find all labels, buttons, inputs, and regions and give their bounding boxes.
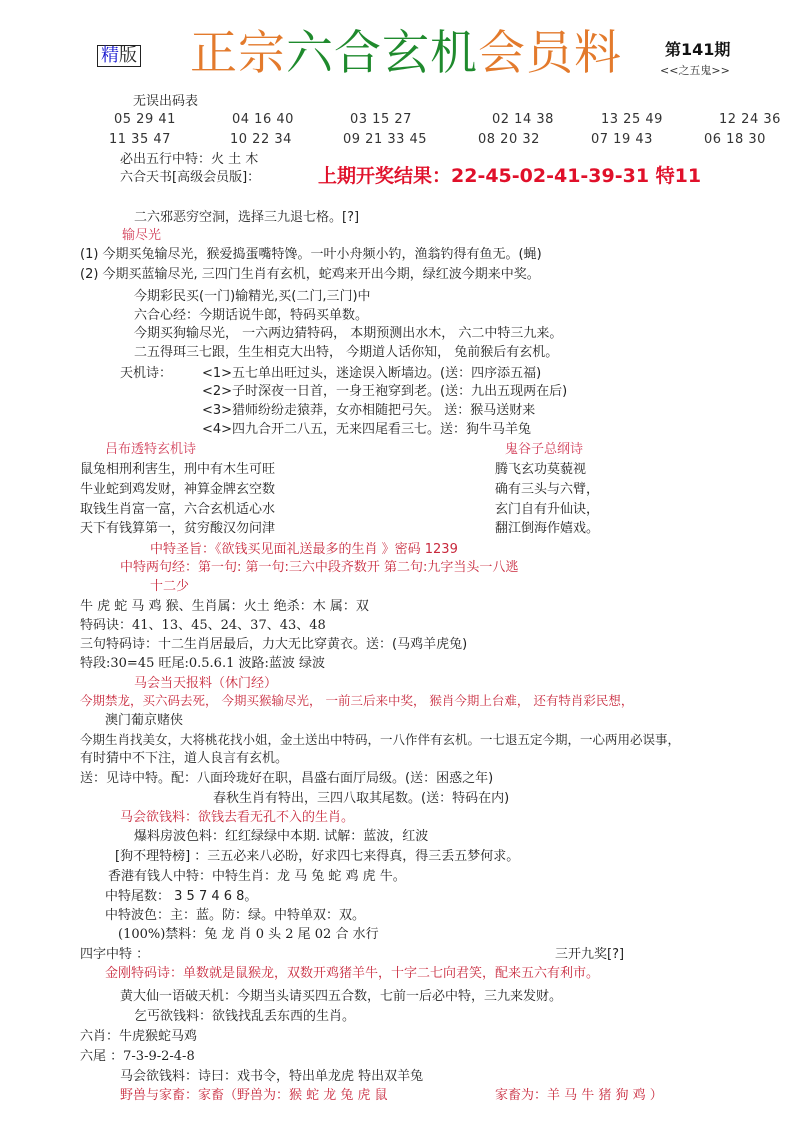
lvbu-3: 取钱生肖富一富，六合玄机适心水 <box>80 502 276 517</box>
goushu-line: 今期买狗输尽光， 一六两边猜特码， 本期预测出水木， 六二中特三九来。 <box>134 326 563 341</box>
num-r2-c5: 07 19 43 <box>591 132 653 147</box>
lvbu-4: 天下有钱算第一，贫穷酸汉勿问津 <box>80 521 276 536</box>
huangdaxian-line: 黄大仙一语破天机：今期当头请买四五合数，七前一后必中特，三九来发财。 <box>120 989 563 1004</box>
liuxiao-line: 六肖：牛虎猴蛇马鸡 <box>80 1029 198 1044</box>
issue-number: 第141期 <box>665 40 731 59</box>
num-r1-c6: 12 24 36 <box>719 112 781 127</box>
sanju-line: 三句特码诗：十二生肖居最后，力大无比穿黄衣。送：(马鸡羊虎兔) <box>80 637 468 652</box>
jingang-line: 金刚特码诗：单数就是鼠猴龙，双数开鸡猪羊牛，十字二七向君笑，配来五六有利市。 <box>105 966 600 981</box>
title-char-1: 正 <box>190 26 238 81</box>
item-1: (1) 今期买兔输尽光，猴爱捣蛋嘴特馋。一叶小舟频小钓，渔翁钓得有鱼无。(蝇) <box>80 247 542 262</box>
tianji-label: 天机诗： <box>120 366 173 381</box>
page-title <box>190 26 622 81</box>
jiachu-line: 家畜为：羊 马 牛 猪 狗 鸡 ） <box>495 1088 663 1103</box>
liuwei-line: 六尾 ：7-3-9-2-4-8 <box>80 1049 195 1064</box>
title-char-6: 机 <box>430 26 478 81</box>
item-2: (2) 今期买蓝输尽光, 三四门生肖有玄机，蛇鸡来开出今期，绿红波今期来中奖。 <box>80 267 540 282</box>
num-r2-c4: 08 20 32 <box>478 132 540 147</box>
num-r2-c2: 10 22 34 <box>230 132 292 147</box>
number-table-label: 无误出码表 <box>133 94 199 109</box>
guigu-4: 翻江倒海作嬉戏。 <box>495 521 600 536</box>
mahui-qian-line: 马会欲钱料：欲钱去看无孔不入的生肖。 <box>120 810 355 825</box>
mahui-title: 马会当天报料（休门经） <box>134 676 278 691</box>
tianji-4: <4>四九合开二八五，无来四尾看三七。送：狗牛马羊兔 <box>202 422 532 437</box>
lvbu-2: 牛业蛇到鸡发财，神算金牌玄空数 <box>80 482 276 497</box>
goubuli-line: [狗不理特榜] ：三五必来八必盼，好求四七来得真，得三丢五梦何求。 <box>115 849 520 864</box>
song-line-2: 春秋生肖有特出，三四八取其尾数。(送：特码在内) <box>213 791 510 806</box>
num-r2-c3: 09 21 33 45 <box>343 132 428 147</box>
qigai-line: 乞丐欲钱料：欲钱找乱丢东西的生肖。 <box>134 1009 356 1024</box>
num-r1-c3: 03 15 27 <box>350 112 412 127</box>
weishu-line: 中特尾数： 3 5 7 4 6 8。 <box>105 889 258 904</box>
mahui-line: 今期禁龙，买六码去死， 今期买猴输尽光， 一前三后来中奖， 猴肖今期上台难， 还有特肖彩民想， <box>80 693 634 708</box>
title-char-4: 合 <box>334 26 382 81</box>
mahui-shi-line: 马会欲钱料：诗曰：戏书令，特出单龙虎 特出双羊兔 <box>120 1069 424 1084</box>
shengzhi-line: 中特圣旨：《欲钱买见面礼送最多的生肖 》密码 1239 <box>150 542 458 557</box>
num-r2-c1: 11 35 47 <box>109 132 171 147</box>
edition-badge <box>97 45 141 67</box>
liangju-line: 中特两句经：第一句: 第一句:三六中段齐数开 第二句:九字当头一八逃 <box>120 560 519 575</box>
yeshou-line: 野兽与家畜：家畜（野兽为：猴 蛇 龙 兔 虎 鼠 <box>120 1088 388 1103</box>
song-line-1: 送：见诗中特。配：八面玲珑好在职，昌盛右面厅局级。(送：困惑之年) <box>80 771 494 786</box>
guigu-3: 玄门自有升仙诀， <box>495 502 600 517</box>
title-char-3: 六 <box>286 26 334 81</box>
num-r1-c4: 02 14 38 <box>492 112 554 127</box>
xinjing-line: 六合心经：今期话说牛郎，特码买单数。 <box>134 308 369 323</box>
aomen-line: 澳门葡京赌侠 <box>105 713 184 728</box>
guigu-1: 腾飞玄功莫藐视 <box>495 462 587 477</box>
sankai-line: 三开九奖[?] <box>555 947 625 962</box>
sizi-label: 四字中特 ： <box>80 947 150 962</box>
teduan-line: 特段:30=45 旺尾:0.5.6.1 波路:蓝波 绿波 <box>80 656 325 671</box>
bose-line: 中特波色：主：蓝。防：绿。中特单双：双。 <box>105 908 366 923</box>
caimin-line: 今期彩民买(一门)输精光,买(二门,三门)中 <box>134 289 371 304</box>
hongkong-line: 香港有钱人中特：中特生肖：龙 马 兔 蛇 鸡 虎 牛。 <box>108 869 406 884</box>
temajue-line: 特码诀：41、13、45、24、37、43、48 <box>80 618 326 633</box>
shier-line: 十二少 <box>150 579 190 594</box>
guigu-2: 确有三头与六臂， <box>495 482 600 497</box>
title-char-5: 玄 <box>382 26 430 81</box>
last-draw-result: 上期开奖结果：22-45-02-41-39-31 特11 <box>318 165 702 187</box>
num-r1-c1: 05 29 41 <box>114 112 176 127</box>
lvbu-1: 鼠兔相刑利害生，刑中有木生可旺 <box>80 462 276 477</box>
issue-subtitle: <<之五鬼>> <box>660 64 730 77</box>
guigu-title: 鬼谷子总纲诗 <box>505 442 584 457</box>
tianji-3: <3>猎师纷纷走猿莽，女亦相随把弓矢。 送：猴马送财来 <box>202 403 536 418</box>
shengxiao-line: 牛 虎 蛇 马 鸡 猴、生肖属：火土 绝杀：木 属：双 <box>80 599 369 614</box>
wuxing-line: 必出五行中特：火 土 木 <box>120 152 259 167</box>
beauty-line-1: 今期生肖找美女，大将桃花找小姐，金土送出中特码，一八作伴有玄机。一七退五定今期，一心两用必误事， <box>80 732 681 747</box>
title-char-2: 宗 <box>238 26 286 81</box>
badge-char-1: 精 <box>101 45 119 66</box>
num-r2-c6: 06 18 30 <box>704 132 766 147</box>
section-shujinguang: 输尽光 <box>122 228 162 243</box>
lvbu-title: 吕布透特玄机诗 <box>105 442 197 457</box>
tianji-1: <1>五七单出旺过头，迷途误入断墙边。(送：四序添五福) <box>202 366 542 381</box>
title-char-9: 料 <box>574 26 622 81</box>
title-char-7: 会 <box>478 26 526 81</box>
baoliao-line: 爆料房波色料：红红绿绿中本期. 试解：蓝波，红波 <box>134 829 429 844</box>
jinliao-line: (100%)禁料：兔 龙 肖 0 头 2 尾 02 合 水行 <box>118 927 379 942</box>
title-char-8: 员 <box>526 26 574 81</box>
badge-char-2: 版 <box>119 45 137 66</box>
tianji-2: <2>子时深夜一日首，一身王袍穿到老。(送：九出五现两在后) <box>202 384 568 399</box>
num-r1-c2: 04 16 40 <box>232 112 294 127</box>
tianshu-line: 六合天书[高级会员版]： <box>120 170 261 185</box>
num-r1-c5: 13 25 49 <box>601 112 663 127</box>
beauty-line-2: 有时猜中不下注，道人良言有玄机。 <box>80 751 289 766</box>
erliu-line: 二六邪恶穷空洞，选择三九退七格。[?] <box>134 210 360 225</box>
erwu-line: 二五得珥三七跟，生生相克大出特， 今期道人话你知， 兔前猴后有玄机。 <box>134 345 559 360</box>
